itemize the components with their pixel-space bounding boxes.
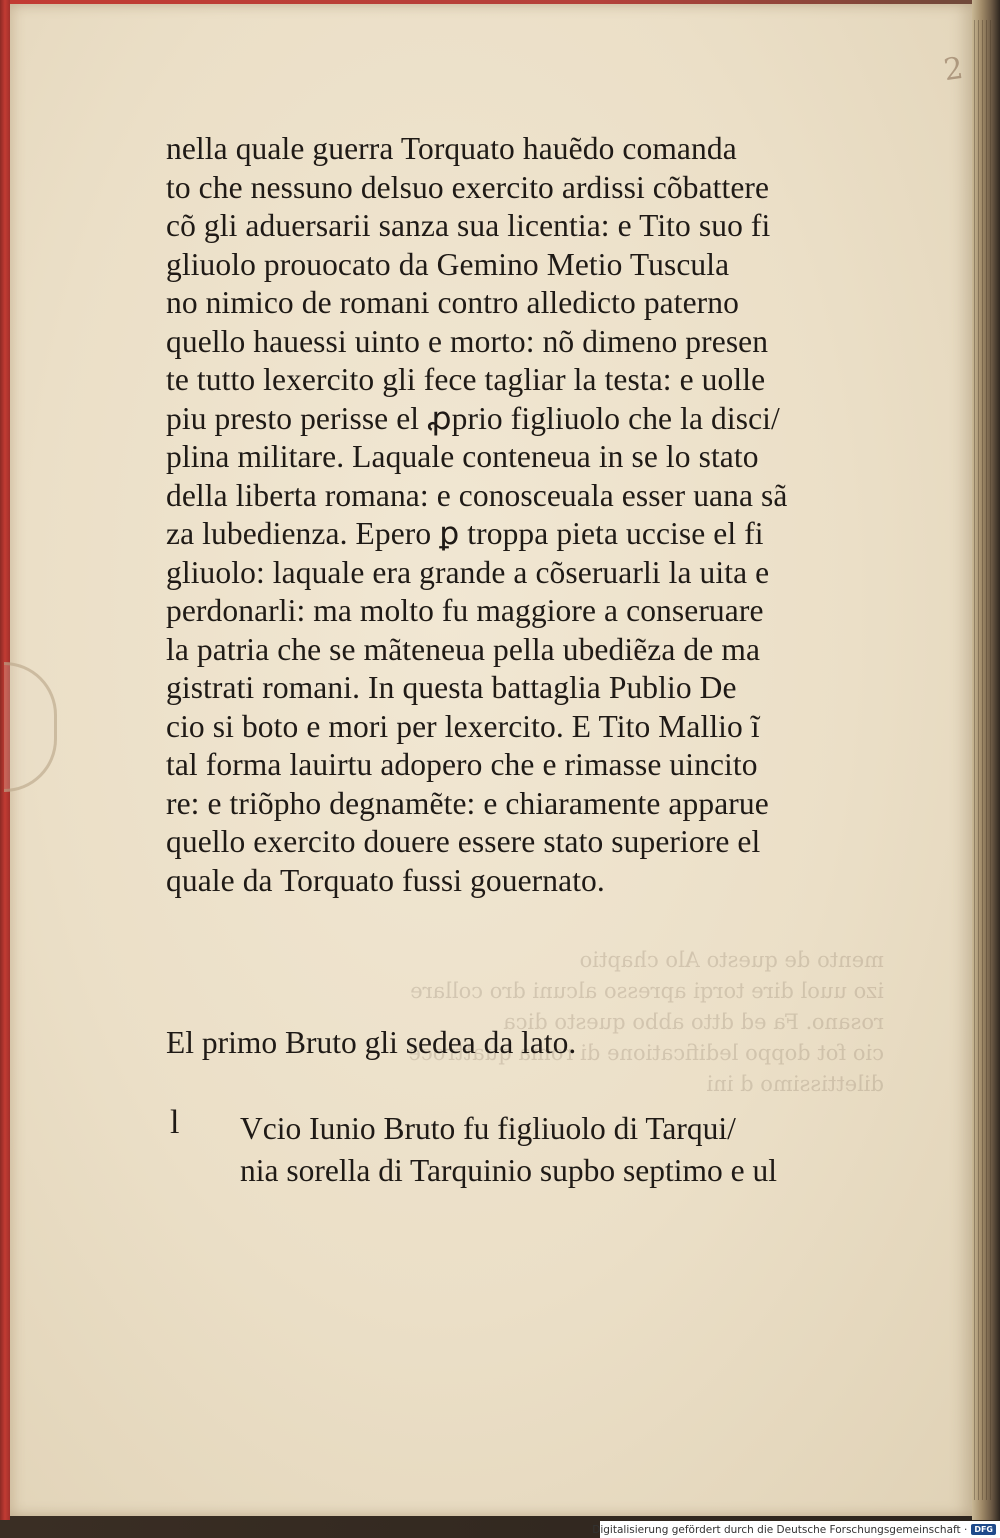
text-line: te tutto lexercito gli fece tagliar la testa: e uolle bbox=[166, 362, 766, 397]
text-line: perdonarli: ma molto fu maggiore a conseruare bbox=[166, 593, 764, 628]
text-line: la patria che se mãteneua pella ubediẽza de ma bbox=[166, 631, 761, 667]
gutter-leaf-lines bbox=[974, 20, 992, 1500]
bleed-line: izo uuol dire torqi apresso alcuni dro collare bbox=[410, 979, 884, 1003]
text-line: nia sorella di Tarquinio supbo septimo e ul bbox=[240, 1153, 778, 1188]
margin-note: 2 bbox=[941, 50, 966, 89]
text-line: nella quale guerra Torquato hauẽdo comanda bbox=[166, 131, 737, 166]
text-line: re: e triõpho degnamẽte: e chiaramente apparue bbox=[166, 785, 769, 821]
text-line: quale da Torquato fussi gouernato. bbox=[166, 862, 605, 898]
text-line: gistrati romani. In questa battaglia Publio De bbox=[166, 670, 737, 705]
text-line: Vcio Iunio Bruto fu figliuolo di Tarqui/ bbox=[240, 1111, 736, 1146]
text-line: della liberta romana: e conosceuala esser uana sã bbox=[166, 477, 788, 513]
text-line: tal forma lauirtu adopero che e rimasse uincito bbox=[166, 747, 758, 782]
bleed-through-text bbox=[244, 945, 884, 1100]
text-line: piu presto perisse el ꝓprio figliuolo che la disci/ bbox=[166, 400, 780, 436]
text-line: gliuolo: laquale era grande a cõseruarli la uita e bbox=[166, 554, 770, 590]
bleed-line: cio fot doppo ledificatione di roma quattroce bbox=[408, 1041, 884, 1065]
section-heading: El primo Bruto gli sedea da lato. bbox=[166, 1025, 577, 1060]
bleed-line: mento de questo Alo chaptio bbox=[579, 948, 884, 972]
digitization-footer bbox=[592, 1521, 1000, 1538]
second-paragraph bbox=[240, 1108, 870, 1192]
text-line: to che nessuno delsuo exercito ardissi cõbattere bbox=[166, 169, 770, 205]
dfg-logo-icon: DFG bbox=[971, 1524, 996, 1535]
text-line: plina militare. Laquale conteneua in se lo stato bbox=[166, 439, 759, 474]
text-line: no nimico de romani contro alledicto paterno bbox=[166, 285, 739, 320]
bleed-line: dilettissimo d ini bbox=[706, 1072, 884, 1096]
text-line: quello exercito douere essere stato superiore el bbox=[166, 824, 761, 859]
text-line: quello hauessi uinto e morto: nõ dimeno presen bbox=[166, 323, 769, 359]
body-text bbox=[166, 130, 866, 900]
text-line: cio si boto e mori per lexercito. E Tito Mallio ĩ bbox=[166, 708, 760, 744]
text-line: za lubedienza. Epero ꝑ troppa pieta uccise el fi bbox=[166, 516, 764, 551]
initial-letter: l bbox=[170, 1104, 180, 1141]
text-line: cõ gli aduersarii sanza sua licentia: e Tito suo fi bbox=[166, 208, 771, 243]
text-line: gliuolo prouocato da Gemino Metio Tuscula bbox=[166, 246, 730, 282]
bleed-line: rosano. Fa ed dtto abbo questo dica bbox=[503, 1010, 884, 1034]
footer-credit: Digitalisierung gefördert durch die Deutsche Forschungsgemeinschaft · bbox=[592, 1523, 968, 1536]
